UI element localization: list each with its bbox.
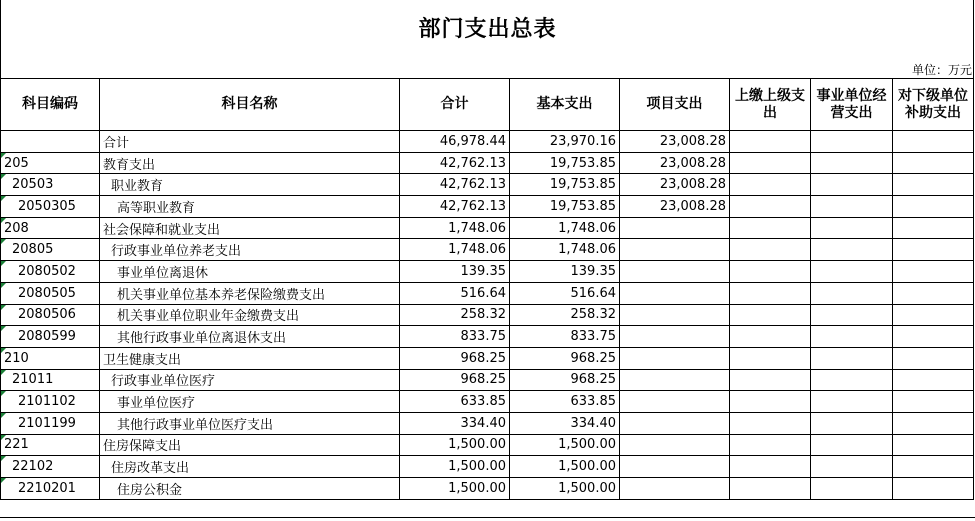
- cell-name[interactable]: 住房保障支出: [100, 434, 400, 456]
- cell-remit[interactable]: [730, 434, 811, 456]
- cell-subsidy[interactable]: [893, 152, 974, 174]
- cell-code[interactable]: 221: [1, 434, 100, 456]
- cell-basic[interactable]: 633.85: [510, 391, 620, 413]
- unit-label: 单位：万元: [911, 63, 972, 77]
- cell-subsidy[interactable]: [893, 369, 974, 391]
- cell-operate[interactable]: [811, 412, 893, 434]
- cell-total[interactable]: 516.64: [400, 282, 510, 304]
- cell-code[interactable]: 20503: [1, 174, 100, 196]
- expenditure-table: [0, 78, 974, 500]
- cell-name[interactable]: 机关事业单位基本养老保险缴费支出: [100, 282, 400, 304]
- cell-basic[interactable]: 833.75: [510, 326, 620, 348]
- cell-operate[interactable]: [811, 369, 893, 391]
- cell-operate[interactable]: [811, 174, 893, 196]
- cell-remit[interactable]: [730, 369, 811, 391]
- cell-project[interactable]: [620, 347, 730, 369]
- table-row: [1, 152, 974, 174]
- cell-basic[interactable]: 968.25: [510, 347, 620, 369]
- cell-basic[interactable]: 968.25: [510, 369, 620, 391]
- table-row: [1, 434, 974, 456]
- table-row: [1, 304, 974, 326]
- cell-subsidy[interactable]: [893, 261, 974, 283]
- table-body: [1, 131, 974, 500]
- table-row: [1, 217, 974, 239]
- cell-project[interactable]: 23,008.28: [620, 196, 730, 218]
- header-name[interactable]: 科目名称: [100, 79, 400, 131]
- cell-total[interactable]: 1,748.06: [400, 239, 510, 261]
- cell-project[interactable]: [620, 456, 730, 478]
- page-title: 部门支出总表: [418, 17, 557, 42]
- cell-operate[interactable]: [811, 152, 893, 174]
- cell-code[interactable]: 2050305: [1, 196, 100, 218]
- cell-remit[interactable]: [730, 478, 811, 500]
- header-project[interactable]: 项目支出: [620, 79, 730, 131]
- cell-remit[interactable]: [730, 282, 811, 304]
- cell-total[interactable]: 968.25: [400, 347, 510, 369]
- cell-basic[interactable]: 1,500.00: [510, 478, 620, 500]
- cell-project[interactable]: [620, 326, 730, 348]
- cell-total[interactable]: 42,762.13: [400, 174, 510, 196]
- cell-operate[interactable]: [811, 326, 893, 348]
- cell-remit[interactable]: [730, 152, 811, 174]
- cell-project[interactable]: [620, 217, 730, 239]
- cell-basic[interactable]: 19,753.85: [510, 152, 620, 174]
- header-total[interactable]: 合计: [400, 79, 510, 131]
- table-row: [1, 261, 974, 283]
- cell-subsidy[interactable]: [893, 456, 974, 478]
- header-operate[interactable]: 事业单位经营支出: [811, 79, 893, 131]
- cell-subsidy[interactable]: [893, 347, 974, 369]
- cell-remit[interactable]: [730, 174, 811, 196]
- cell-name[interactable]: 机关事业单位职业年金缴费支出: [100, 304, 400, 326]
- cell-name[interactable]: 高等职业教育: [100, 196, 400, 218]
- cell-basic[interactable]: 1,500.00: [510, 456, 620, 478]
- cell-name[interactable]: 其他行政事业单位离退休支出: [100, 326, 400, 348]
- cell-subsidy[interactable]: [893, 478, 974, 500]
- cell-total[interactable]: 1,500.00: [400, 478, 510, 500]
- cell-name[interactable]: 职业教育: [100, 174, 400, 196]
- cell-subsidy[interactable]: [893, 282, 974, 304]
- cell-project[interactable]: [620, 391, 730, 413]
- cell-total[interactable]: 139.35: [400, 261, 510, 283]
- cell-project[interactable]: [620, 282, 730, 304]
- cell-project[interactable]: [620, 261, 730, 283]
- table-row: [1, 131, 974, 153]
- cell-basic[interactable]: 19,753.85: [510, 196, 620, 218]
- cell-project[interactable]: 23,008.28: [620, 131, 730, 153]
- cell-basic[interactable]: 334.40: [510, 412, 620, 434]
- cell-remit[interactable]: [730, 261, 811, 283]
- cell-code[interactable]: 21011: [1, 369, 100, 391]
- cell-remit[interactable]: [730, 131, 811, 153]
- cell-code[interactable]: 20805: [1, 239, 100, 261]
- cell-subsidy[interactable]: [893, 304, 974, 326]
- cell-basic[interactable]: 258.32: [510, 304, 620, 326]
- header-code[interactable]: 科目编码: [1, 79, 100, 131]
- header-basic[interactable]: 基本支出: [510, 79, 620, 131]
- cell-total[interactable]: 633.85: [400, 391, 510, 413]
- cell-basic[interactable]: 19,753.85: [510, 174, 620, 196]
- cell-subsidy[interactable]: [893, 326, 974, 348]
- cell-total[interactable]: 42,762.13: [400, 196, 510, 218]
- table-row: [1, 347, 974, 369]
- table-row: [1, 369, 974, 391]
- cell-name[interactable]: 社会保障和就业支出: [100, 217, 400, 239]
- cell-remit[interactable]: [730, 347, 811, 369]
- table-row: [1, 456, 974, 478]
- cell-project[interactable]: [620, 434, 730, 456]
- cell-basic[interactable]: 139.35: [510, 261, 620, 283]
- cell-total[interactable]: 1,748.06: [400, 217, 510, 239]
- cell-subsidy[interactable]: [893, 174, 974, 196]
- table-row: [1, 282, 974, 304]
- cell-name[interactable]: 事业单位离退休: [100, 261, 400, 283]
- cell-project[interactable]: [620, 478, 730, 500]
- cell-remit[interactable]: [730, 304, 811, 326]
- cell-subsidy[interactable]: [893, 434, 974, 456]
- cell-basic[interactable]: 1,500.00: [510, 434, 620, 456]
- cell-subsidy[interactable]: [893, 196, 974, 218]
- cell-project[interactable]: 23,008.28: [620, 174, 730, 196]
- cell-basic[interactable]: 1,748.06: [510, 217, 620, 239]
- table-row: [1, 326, 974, 348]
- table-row: [1, 174, 974, 196]
- cell-total[interactable]: 42,762.13: [400, 152, 510, 174]
- cell-project[interactable]: [620, 304, 730, 326]
- cell-subsidy[interactable]: [893, 412, 974, 434]
- cell-remit[interactable]: [730, 412, 811, 434]
- cell-operate[interactable]: [811, 196, 893, 218]
- cell-code[interactable]: 2080506: [1, 304, 100, 326]
- cell-code[interactable]: 2101199: [1, 412, 100, 434]
- cell-name[interactable]: 事业单位医疗: [100, 391, 400, 413]
- table-row: [1, 239, 974, 261]
- cell-operate[interactable]: [811, 261, 893, 283]
- table-row: [1, 196, 974, 218]
- cell-remit[interactable]: [730, 239, 811, 261]
- cell-operate[interactable]: [811, 131, 893, 153]
- cell-name[interactable]: 住房改革支出: [100, 456, 400, 478]
- cell-total[interactable]: 1,500.00: [400, 456, 510, 478]
- cell-code[interactable]: 2080599: [1, 326, 100, 348]
- cell-code[interactable]: 22102: [1, 456, 100, 478]
- cell-total[interactable]: 968.25: [400, 369, 510, 391]
- cell-name[interactable]: 卫生健康支出: [100, 347, 400, 369]
- cell-code[interactable]: 205: [1, 152, 100, 174]
- table-row: [1, 391, 974, 413]
- cell-subsidy[interactable]: [893, 239, 974, 261]
- cell-remit[interactable]: [730, 196, 811, 218]
- cell-name[interactable]: 行政事业单位养老支出: [100, 239, 400, 261]
- cell-total[interactable]: 334.40: [400, 412, 510, 434]
- cell-total[interactable]: 1,500.00: [400, 434, 510, 456]
- header-remit[interactable]: 上缴上级支出: [730, 79, 811, 131]
- cell-total[interactable]: 258.32: [400, 304, 510, 326]
- cell-total[interactable]: 833.75: [400, 326, 510, 348]
- cell-basic[interactable]: 1,748.06: [510, 239, 620, 261]
- cell-code[interactable]: 210: [1, 347, 100, 369]
- header-subsidy[interactable]: 对下级单位补助支出: [893, 79, 974, 131]
- cell-project[interactable]: [620, 412, 730, 434]
- bottom-border: [0, 517, 975, 518]
- cell-operate[interactable]: [811, 304, 893, 326]
- header-row: [1, 79, 974, 131]
- cell-subsidy[interactable]: [893, 131, 974, 153]
- cell-project[interactable]: 23,008.28: [620, 152, 730, 174]
- cell-name[interactable]: 合计: [100, 131, 400, 153]
- table-row: [1, 412, 974, 434]
- cell-name[interactable]: 行政事业单位医疗: [100, 369, 400, 391]
- cell-operate[interactable]: [811, 391, 893, 413]
- cell-remit[interactable]: [730, 391, 811, 413]
- cell-operate[interactable]: [811, 434, 893, 456]
- cell-operate[interactable]: [811, 217, 893, 239]
- cell-remit[interactable]: [730, 217, 811, 239]
- cell-code[interactable]: 2210201: [1, 478, 100, 500]
- cell-remit[interactable]: [730, 326, 811, 348]
- table-row: [1, 478, 974, 500]
- cell-subsidy[interactable]: [893, 217, 974, 239]
- cell-operate[interactable]: [811, 347, 893, 369]
- cell-code[interactable]: 2080502: [1, 261, 100, 283]
- cell-operate[interactable]: [811, 456, 893, 478]
- cell-project[interactable]: [620, 239, 730, 261]
- cell-code[interactable]: 208: [1, 217, 100, 239]
- cell-basic[interactable]: 23,970.16: [510, 131, 620, 153]
- cell-total[interactable]: 46,978.44: [400, 131, 510, 153]
- cell-operate[interactable]: [811, 282, 893, 304]
- cell-name[interactable]: 教育支出: [100, 152, 400, 174]
- cell-code[interactable]: [1, 131, 100, 153]
- cell-project[interactable]: [620, 369, 730, 391]
- cell-code[interactable]: 2080505: [1, 282, 100, 304]
- cell-remit[interactable]: [730, 456, 811, 478]
- cell-operate[interactable]: [811, 239, 893, 261]
- cell-code[interactable]: 2101102: [1, 391, 100, 413]
- cell-name[interactable]: 住房公积金: [100, 478, 400, 500]
- cell-basic[interactable]: 516.64: [510, 282, 620, 304]
- cell-name[interactable]: 其他行政事业单位医疗支出: [100, 412, 400, 434]
- cell-operate[interactable]: [811, 478, 893, 500]
- cell-subsidy[interactable]: [893, 391, 974, 413]
